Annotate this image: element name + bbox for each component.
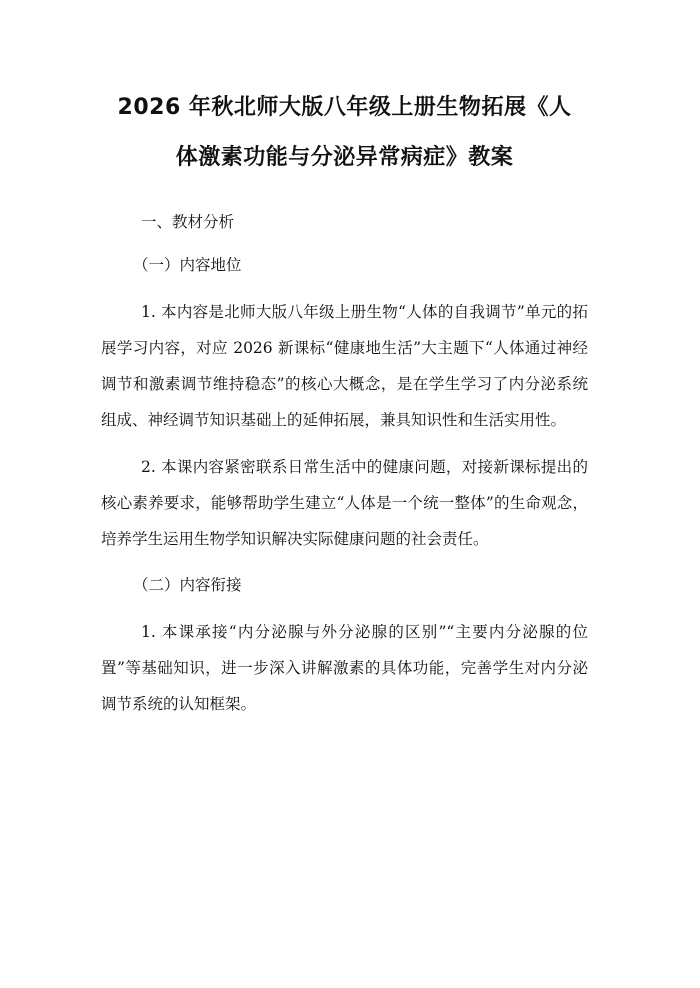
paragraph-content-connection-1: 1. 本课承接“内分泌腺与外分泌腺的区别”“主要内分泌腺的位置”等基础知识，进一步深入讲解激素的具体功能，完善学生对内分泌调节系统的认知框架。	[101, 623, 588, 713]
document-title-line-2: 体激素功能与分泌异常病症》教案	[175, 145, 514, 170]
paragraph-content-position-2: 2. 本课内容紧密联系日常生活中的健康问题，对接新课标提出的核心素养要求，能够帮助学生建立“人体是一个统一整体”的生命观念，培养学生运用生物学知识解决实际健康问题的社会责任。	[101, 458, 588, 548]
document-title-line-1: 2026 年秋北师大版八年级上册生物拓展《人	[117, 95, 572, 120]
subsection-heading-content-connection: （二）内容衔接	[133, 576, 242, 594]
document-page	[0, 83, 700, 988]
subsection-heading-content-position: （一）内容地位	[133, 256, 242, 274]
paragraph-content-position-1: 1. 本内容是北师大版八年级上册生物“人体的自我调节”单元的拓展学习内容，对应 2026 新课标“健康地生活”大主题下“人体通过神经调节和激素调节维持稳态”的核心大概念，是在学生学习了内分泌系统组成、神经调节知识基础上的延伸拓展，兼具知识性和生活实用性。	[101, 303, 588, 429]
section-heading-textbook-analysis: 一、教材分析	[141, 213, 235, 231]
document-title	[101, 83, 588, 183]
